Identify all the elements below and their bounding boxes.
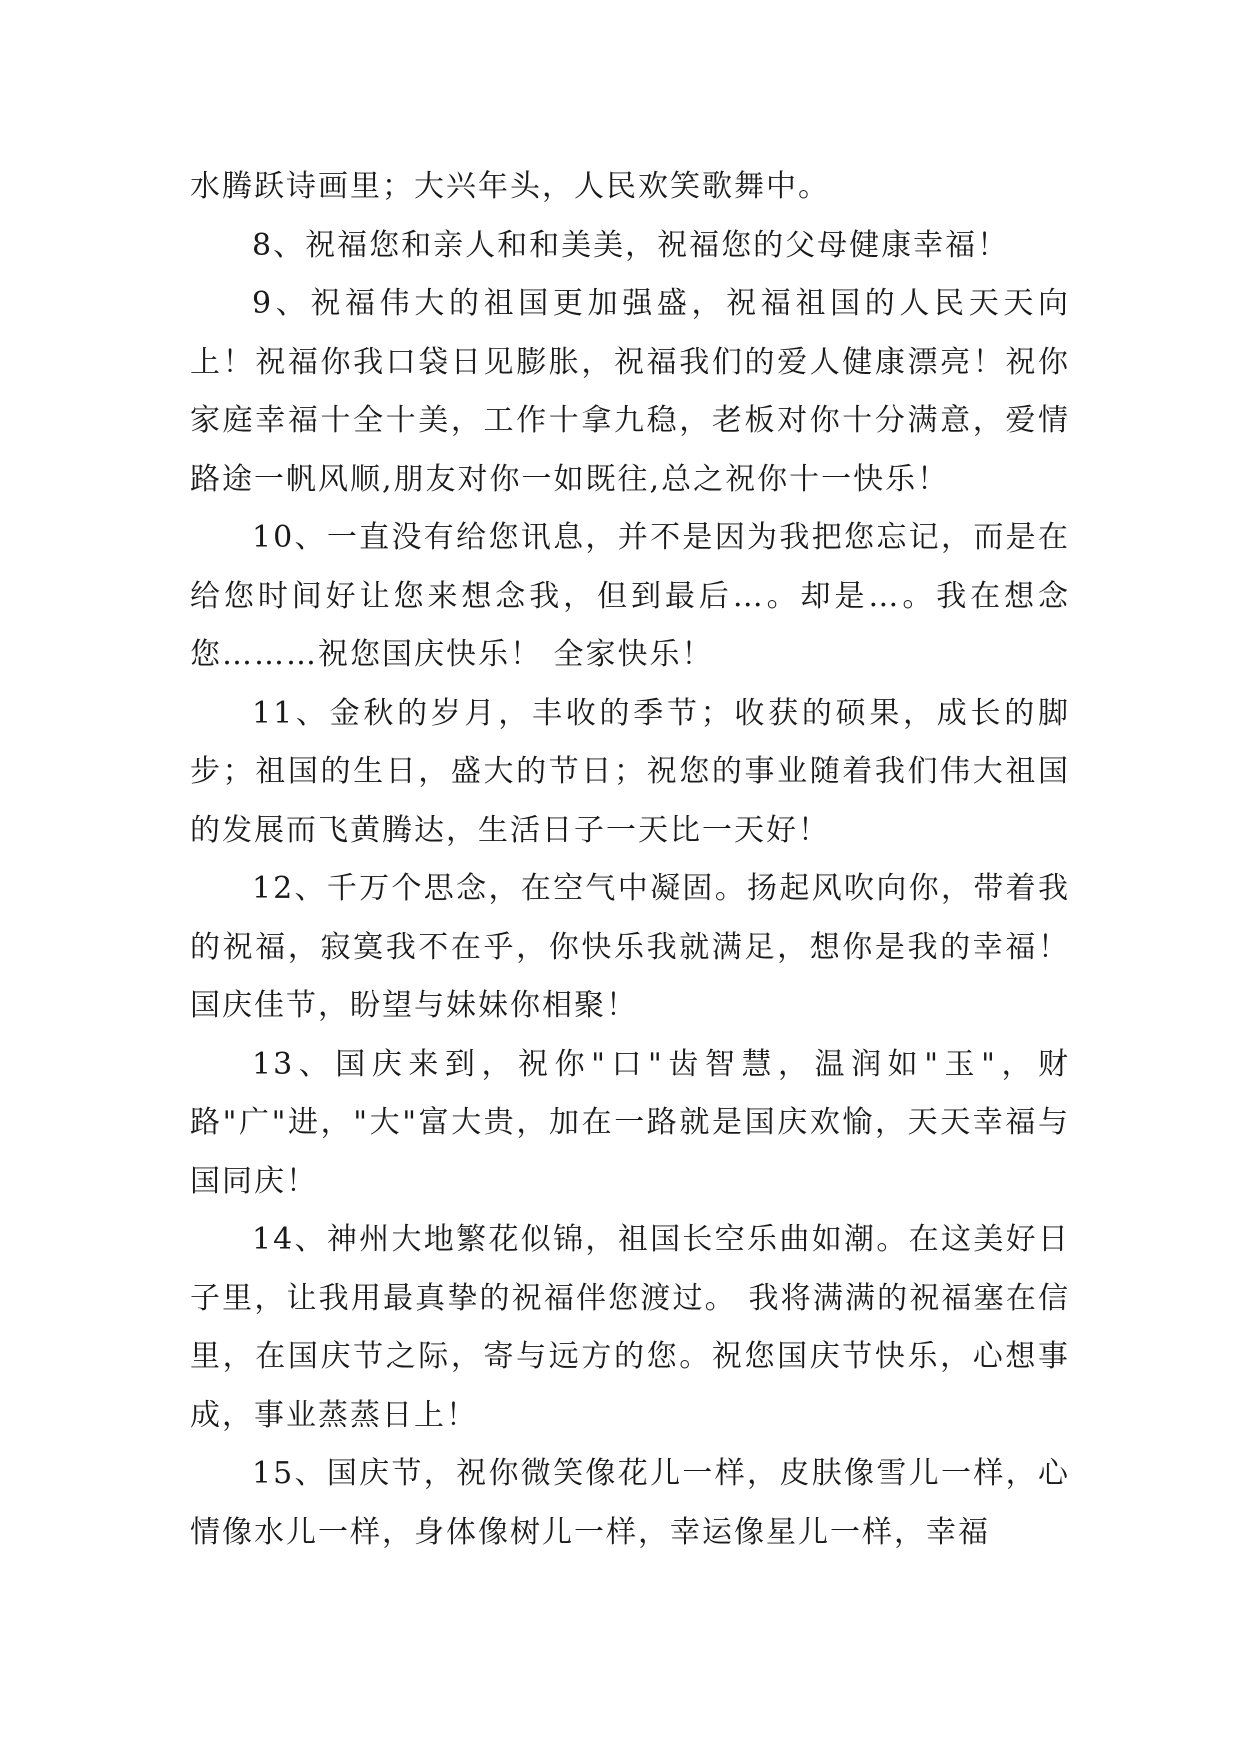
document-body xyxy=(190,158,1070,1562)
paragraph-item-12: 12、千万个思念，在空气中凝固。扬起风吹向你，带着我的祝福，寂寞我不在乎，你快乐我就满足，想你是我的幸福！国庆佳节，盼望与妹妹你相聚！ xyxy=(190,871,1070,1023)
paragraph-item-8: 8、祝福您和亲人和和美美，祝福您的父母健康幸福！ xyxy=(252,227,1010,263)
paragraph-item-10: 10、一直没有给您讯息，并不是因为我把您忘记，而是在给您时间好让您来想念我，但到最后…。却是…。我在想念您………祝您国庆快乐！ 全家快乐！ xyxy=(190,520,1070,672)
paragraph-continuation: 水腾跃诗画里；大兴年头，人民欢笑歌舞中。 xyxy=(190,169,830,204)
paragraph-item-13: 13、国庆来到，祝你"口"齿智慧，温润如"玉"，财路"广"进，"大"富大贵，加在一路就是国庆欢愉，天天幸福与国同庆！ xyxy=(190,1046,1070,1199)
paragraph-item-9: 9、祝福伟大的祖国更加强盛，祝福祖国的人民天天向上！祝福你我口袋日见膨胀，祝福我们的爱人健康漂亮！祝你家庭幸福十全十美，工作十拿九稳，老板对你十分满意，爱情路途一帆风顺,朋友对你一如既往,总之祝你十一快乐！ xyxy=(190,286,1070,497)
paragraph-item-15: 15、国庆节，祝你微笑像花儿一样，皮肤像雪儿一样，心情像水儿一样，身体像树儿一样，幸运像星儿一样，幸福 xyxy=(190,1456,1070,1550)
paragraph-item-14: 14、神州大地繁花似锦，祖国长空乐曲如潮。在这美好日子里，让我用最真挚的祝福伴您渡过。 我将满满的祝福塞在信里，在国庆节之际，寄与远方的您。祝您国庆节快乐，心想事成，事业蒸蒸日上！ xyxy=(190,1222,1070,1433)
paragraph-item-11: 11、金秋的岁月，丰收的季节；收获的硕果，成长的脚步；祖国的生日，盛大的节日；祝您的事业随着我们伟大祖国的发展而飞黄腾达，生活日子一天比一天好！ xyxy=(190,695,1070,848)
